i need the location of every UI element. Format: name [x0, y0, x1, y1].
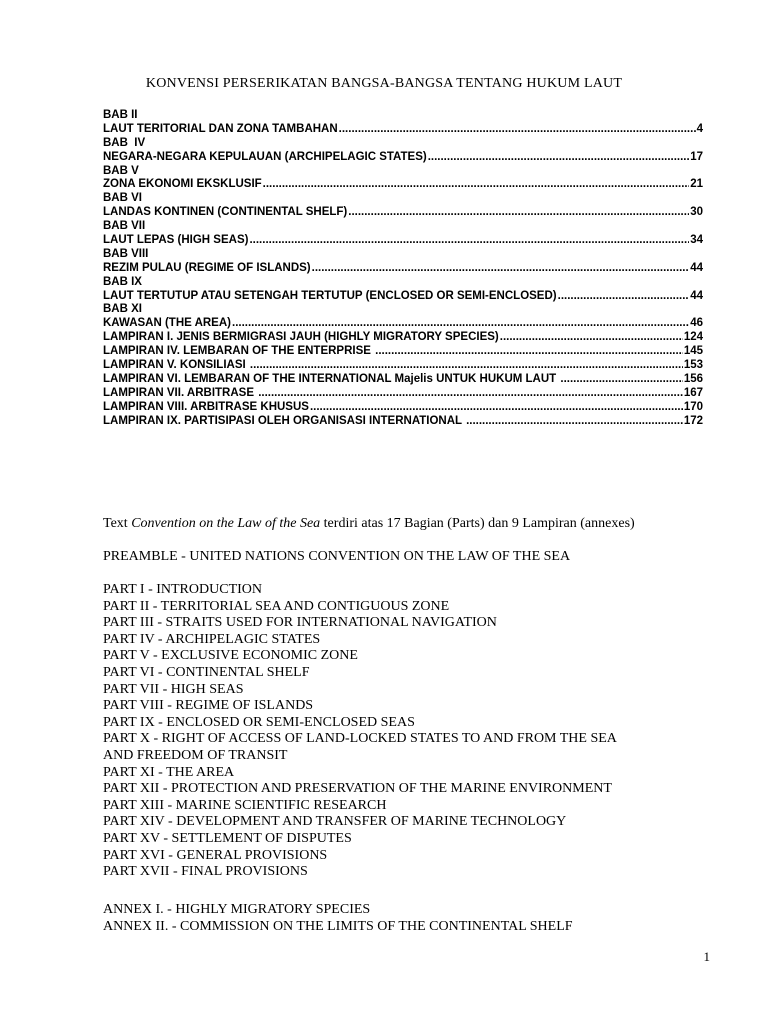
toc-leader-dots [249, 234, 689, 248]
toc-leader-dots [348, 206, 689, 220]
list-item: PART XI - THE AREA [103, 764, 235, 780]
toc-label: BAB IV [103, 136, 146, 149]
page-number: 1 [703, 949, 710, 964]
toc-label: LAUT TERITORIAL DAN ZONA TAMBAHAN [103, 122, 338, 135]
list-item: PART IV - ARCHIPELAGIC STATES [103, 631, 321, 647]
list-item: PART XV - SETTLEMENT OF DISPUTES [103, 830, 352, 846]
toc-label: LAMPIRAN VII. ARBITRASE [103, 386, 258, 399]
toc-page-number: 46 [690, 317, 703, 330]
toc-page-number: 44 [690, 289, 703, 302]
table-of-contents [103, 109, 703, 428]
toc-page-number: 156 [683, 372, 703, 385]
list-item: PART VII - HIGH SEAS [103, 681, 244, 697]
toc-label: LAUT LEPAS (HIGH SEAS) [103, 234, 249, 247]
toc-label: LAMPIRAN IV. LEMBARAN OF THE ENTERPRISE [103, 345, 375, 358]
toc-line [103, 290, 703, 304]
toc-leader-dots [263, 178, 690, 192]
toc-line [103, 373, 703, 387]
toc-line [103, 151, 703, 165]
toc-line [103, 109, 703, 123]
toc-label: LAMPIRAN VI. LEMBARAN OF THE INTERNATIONAL Majelis UNTUK HUKUM LAUT [103, 372, 560, 385]
toc-page-number: 21 [690, 178, 703, 191]
toc-leader-dots [312, 262, 690, 276]
toc-label: LAMPIRAN V. KONSILIASI [103, 359, 249, 372]
toc-leader-dots [232, 317, 689, 331]
toc-page-number: 167 [683, 386, 703, 399]
toc-leader-dots [558, 290, 690, 304]
preamble-heading: PREAMBLE - UNITED NATIONS CONVENTION ON THE LAW OF THE SEA [103, 549, 571, 564]
toc-leader-dots [375, 345, 683, 359]
toc-line [103, 123, 703, 137]
toc-page-number: 34 [690, 234, 703, 247]
toc-line [103, 178, 703, 192]
list-item: PART XIV - DEVELOPMENT AND TRANSFER OF MARINE TECHNOLOGY [103, 814, 567, 830]
toc-line [103, 192, 703, 206]
toc-line [103, 262, 703, 276]
toc-label: NEGARA-NEGARA KEPULAUAN (ARCHIPELAGIC STATES) [103, 150, 427, 163]
toc-page-number: 170 [683, 400, 703, 413]
toc-line [103, 276, 703, 290]
list-item: PART XVII - FINAL PROVISIONS [103, 864, 308, 880]
toc-label: BAB VI [103, 192, 142, 205]
toc-page-number: 44 [690, 261, 703, 274]
toc-label: ZONA EKONOMI EKSKLUSIF [103, 178, 262, 191]
toc-line [103, 401, 703, 415]
list-item: PART III - STRAITS USED FOR INTERNATIONAL NAVIGATION [103, 615, 497, 631]
toc-label: BAB XI [103, 303, 142, 316]
list-item: PART X - RIGHT OF ACCESS OF LAND-LOCKED STATES TO AND FROM THE SEA [103, 731, 617, 747]
toc-leader-dots [339, 123, 696, 137]
parts-list [103, 582, 723, 881]
toc-label: KAWASAN (THE AREA) [103, 317, 231, 330]
list-item: PART VI - CONTINENTAL SHELF [103, 664, 310, 680]
toc-page-number: 124 [683, 331, 703, 344]
toc-label: BAB V [103, 164, 139, 177]
toc-line [103, 137, 703, 151]
toc-line [103, 415, 703, 429]
list-item: ANNEX I. - HIGHLY MIGRATORY SPECIES [103, 902, 371, 917]
toc-label: LAMPIRAN IX. PARTISIPASI OLEH ORGANISASI INTERNATIONAL [103, 414, 466, 427]
toc-label: REZIM PULAU (REGIME OF ISLANDS) [103, 261, 311, 274]
intro-italic-title: Convention on the Law of the Sea [131, 516, 321, 531]
toc-line [103, 220, 703, 234]
toc-line [103, 234, 703, 248]
toc-line [103, 345, 703, 359]
toc-leader-dots [310, 401, 683, 415]
intro-suffix: terdiri atas 17 Bagian (Parts) dan 9 Lampiran (annexes) [320, 516, 635, 531]
list-item: AND FREEDOM OF TRANSIT [103, 747, 288, 763]
list-item: PART VIII - REGIME OF ISLANDS [103, 698, 314, 714]
list-item: PART IX - ENCLOSED OR SEMI-ENCLOSED SEAS [103, 714, 415, 730]
toc-line [103, 387, 703, 401]
toc-leader-dots [428, 151, 690, 165]
list-item: PART XVI - GENERAL PROVISIONS [103, 847, 328, 863]
list-item: PART V - EXCLUSIVE ECONOMIC ZONE [103, 648, 358, 664]
toc-line [103, 206, 703, 220]
list-item: PART XIII - MARINE SCIENTIFIC RESEARCH [103, 797, 387, 813]
toc-leader-dots [258, 387, 683, 401]
toc-page-number: 4 [696, 122, 703, 135]
toc-label: BAB II [103, 109, 138, 121]
document-title: KONVENSI PERSERIKATAN BANGSA-BANGSA TENTANG HUKUM LAUT [145, 76, 623, 91]
toc-label: BAB VIII [103, 247, 149, 260]
toc-page-number: 30 [690, 206, 703, 219]
toc-label: LAMPIRAN I. JENIS BERMIGRASI JAUH (HIGHLY MIGRATORY SPECIES) [103, 331, 499, 344]
intro-paragraph [103, 516, 723, 533]
toc-label: LAUT TERTUTUP ATAU SETENGAH TERTUTUP (ENCLOSED OR SEMI-ENCLOSED) [103, 289, 557, 302]
list-item: PART XII - PROTECTION AND PRESERVATION OF THE MARINE ENVIRONMENT [103, 781, 612, 797]
toc-label: LANDAS KONTINEN (CONTINENTAL SHELF) [103, 206, 348, 219]
toc-leader-dots [500, 331, 683, 345]
toc-line [103, 248, 703, 262]
list-item: ANNEX II. - COMMISSION ON THE LIMITS OF THE CONTINENTAL SHELF [103, 918, 573, 934]
toc-page-number: 17 [690, 150, 703, 163]
toc-line [103, 165, 703, 179]
toc-page-number: 145 [683, 345, 703, 358]
list-item: PART I - INTRODUCTION [103, 582, 262, 597]
toc-line [103, 359, 703, 373]
toc-label: BAB IX [103, 275, 142, 288]
toc-leader-dots [466, 415, 683, 429]
toc-page-number: 153 [683, 359, 703, 372]
list-item: PART II - TERRITORIAL SEA AND CONTIGUOUS ZONE [103, 598, 450, 614]
intro-prefix: Text [103, 516, 132, 531]
toc-leader-dots [250, 359, 683, 373]
toc-line [103, 303, 703, 317]
toc-label: LAMPIRAN VIII. ARBITRASE KHUSUS [103, 400, 309, 413]
annexes-list [103, 902, 723, 935]
toc-line [103, 331, 703, 345]
toc-line [103, 317, 703, 331]
toc-page-number: 172 [683, 414, 703, 427]
toc-leader-dots [560, 373, 682, 387]
toc-label: BAB VII [103, 220, 146, 233]
